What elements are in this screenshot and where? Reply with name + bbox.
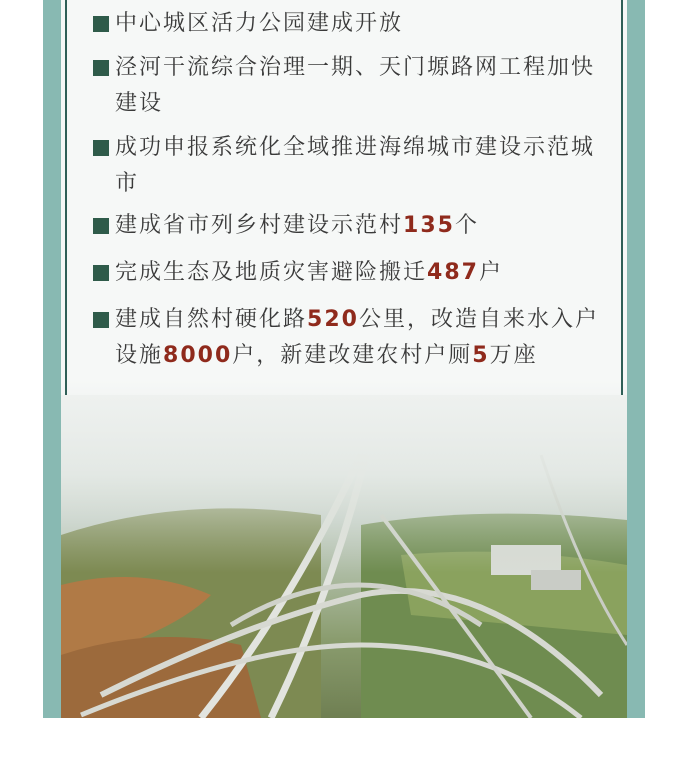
inner-rule-right <box>621 0 623 395</box>
item-text <box>115 208 613 244</box>
item-text-pre: 建成省市列乡村建设示范村 <box>115 213 404 238</box>
content-panel <box>61 0 627 718</box>
item-text <box>115 302 613 374</box>
item-text-pre: 建成自然村硬化路 <box>115 307 308 332</box>
square-bullet-icon <box>93 60 109 76</box>
square-bullet-icon <box>93 312 109 328</box>
item-text: 中心城区活力公园建成开放 <box>115 11 404 36</box>
stat-number: 520 <box>307 307 359 332</box>
square-bullet-icon <box>93 265 109 281</box>
bottom-margin <box>43 718 645 761</box>
stat-number: 5 <box>472 343 490 368</box>
item-text-mid: 公里，改造自来水入户设施 <box>115 307 599 368</box>
item-text-mid: 户，新建改建农村户厕 <box>232 343 473 368</box>
item-text-pre: 完成生态及地质灾害避险搬迁 <box>115 260 428 285</box>
aerial-interchange-photo <box>61 395 627 718</box>
item-text: 成功申报系统化全域推进海绵城市建设示范城市 <box>115 135 596 196</box>
stat-number: 487 <box>427 260 479 285</box>
stat-number: 135 <box>403 213 455 238</box>
item-text-post: 户 <box>478 260 503 285</box>
inner-rule-left <box>65 0 67 395</box>
item-text-post: 万座 <box>489 343 538 368</box>
square-bullet-icon <box>93 16 109 32</box>
stat-number: 8000 <box>163 343 233 368</box>
item-text <box>115 255 613 291</box>
item-text: 泾河干流综合治理一期、天门塬路网工程加快建设 <box>115 55 596 116</box>
square-bullet-icon <box>93 218 109 234</box>
content-frame <box>43 0 645 718</box>
item-text-post: 个 <box>454 213 479 238</box>
square-bullet-icon <box>93 140 109 156</box>
